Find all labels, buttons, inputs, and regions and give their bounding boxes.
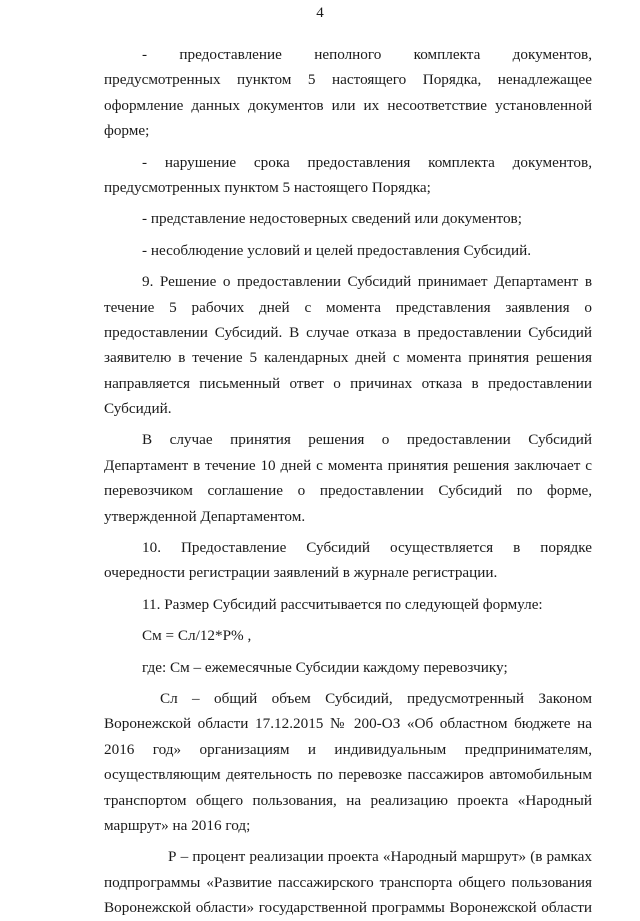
text-line: очередности регистрации заявлений в журнале регистрации. <box>104 564 498 582</box>
text-line: форме; <box>104 122 150 140</box>
text-line: Р – процент реализации проекта «Народный маршрут» (в рамках <box>168 848 592 866</box>
text-line: предусмотренных пунктом 5 настоящего Порядка, ненадлежащее <box>104 71 592 89</box>
text-line: - нарушение срока предоставления комплекта документов, <box>142 153 592 171</box>
text-line: Воронежской области» государственной программы Воронежской области <box>104 899 592 917</box>
text-line: См = Сл/12*Р% , <box>142 627 252 645</box>
text-line: 11. Размер Субсидий рассчитывается по следующей формуле: <box>142 595 543 613</box>
text-line: Воронежской области 17.12.2015 № 200-ОЗ «Об областном бюджете на <box>104 715 592 733</box>
text-line: - несоблюдение условий и целей предоставления Субсидий. <box>142 241 532 259</box>
text-line: где: См – ежемесячные Субсидии каждому перевозчику; <box>142 658 508 676</box>
text-line: маршрут» на 2016 год; <box>104 816 251 834</box>
text-line: заявителю в течение 5 календарных дней с момента принятия решения <box>104 349 592 367</box>
text-line: перевозчиком соглашение о предоставлении Субсидий по форме, <box>104 482 592 500</box>
text-line: предусмотренных пунктом 5 настоящего Порядка; <box>104 178 431 196</box>
text-line: Субсидий. <box>104 400 172 418</box>
text-line: Сл – общий объем Субсидий, предусмотренный Законом <box>160 689 592 707</box>
text-line: подпрограммы «Развитие пассажирского транспорта общего пользования <box>104 873 592 891</box>
text-line: предоставлении Субсидий. В случае отказа в предоставлении Субсидий <box>104 323 592 341</box>
document-body <box>104 42 592 921</box>
text-line: оформление данных документов или их несоответствие установленной <box>104 96 592 114</box>
text-line: - представление недостоверных сведений или документов; <box>142 210 522 228</box>
text-line: 10. Предоставление Субсидий осуществляется в порядке <box>142 539 592 557</box>
text-line: 9. Решение о предоставлении Субсидий принимает Департамент в <box>142 273 592 291</box>
text-line: утвержденной Департаментом. <box>104 507 306 525</box>
text-line: В случае принятия решения о предоставлении Субсидий <box>142 431 592 449</box>
text-line: направляется письменный ответ о причинах отказа в предоставлении <box>104 374 592 392</box>
page-number: 4 <box>316 5 324 21</box>
text-line: 2016 год» организациям и индивидуальным предпринимателям, <box>104 740 592 758</box>
text-line: течение 5 рабочих дней с момента представления заявления о <box>104 298 592 316</box>
text-line: транспортом общего пользования, на реализацию проекта «Народный <box>104 791 592 809</box>
text-line: Департамент в течение 10 дней с момента принятия решения заключает с <box>104 456 592 474</box>
text-line: осуществляющим деятельность по перевозке пассажиров автомобильным <box>104 766 592 784</box>
text-line: - предоставление неполного комплекта документов, <box>142 46 592 63</box>
